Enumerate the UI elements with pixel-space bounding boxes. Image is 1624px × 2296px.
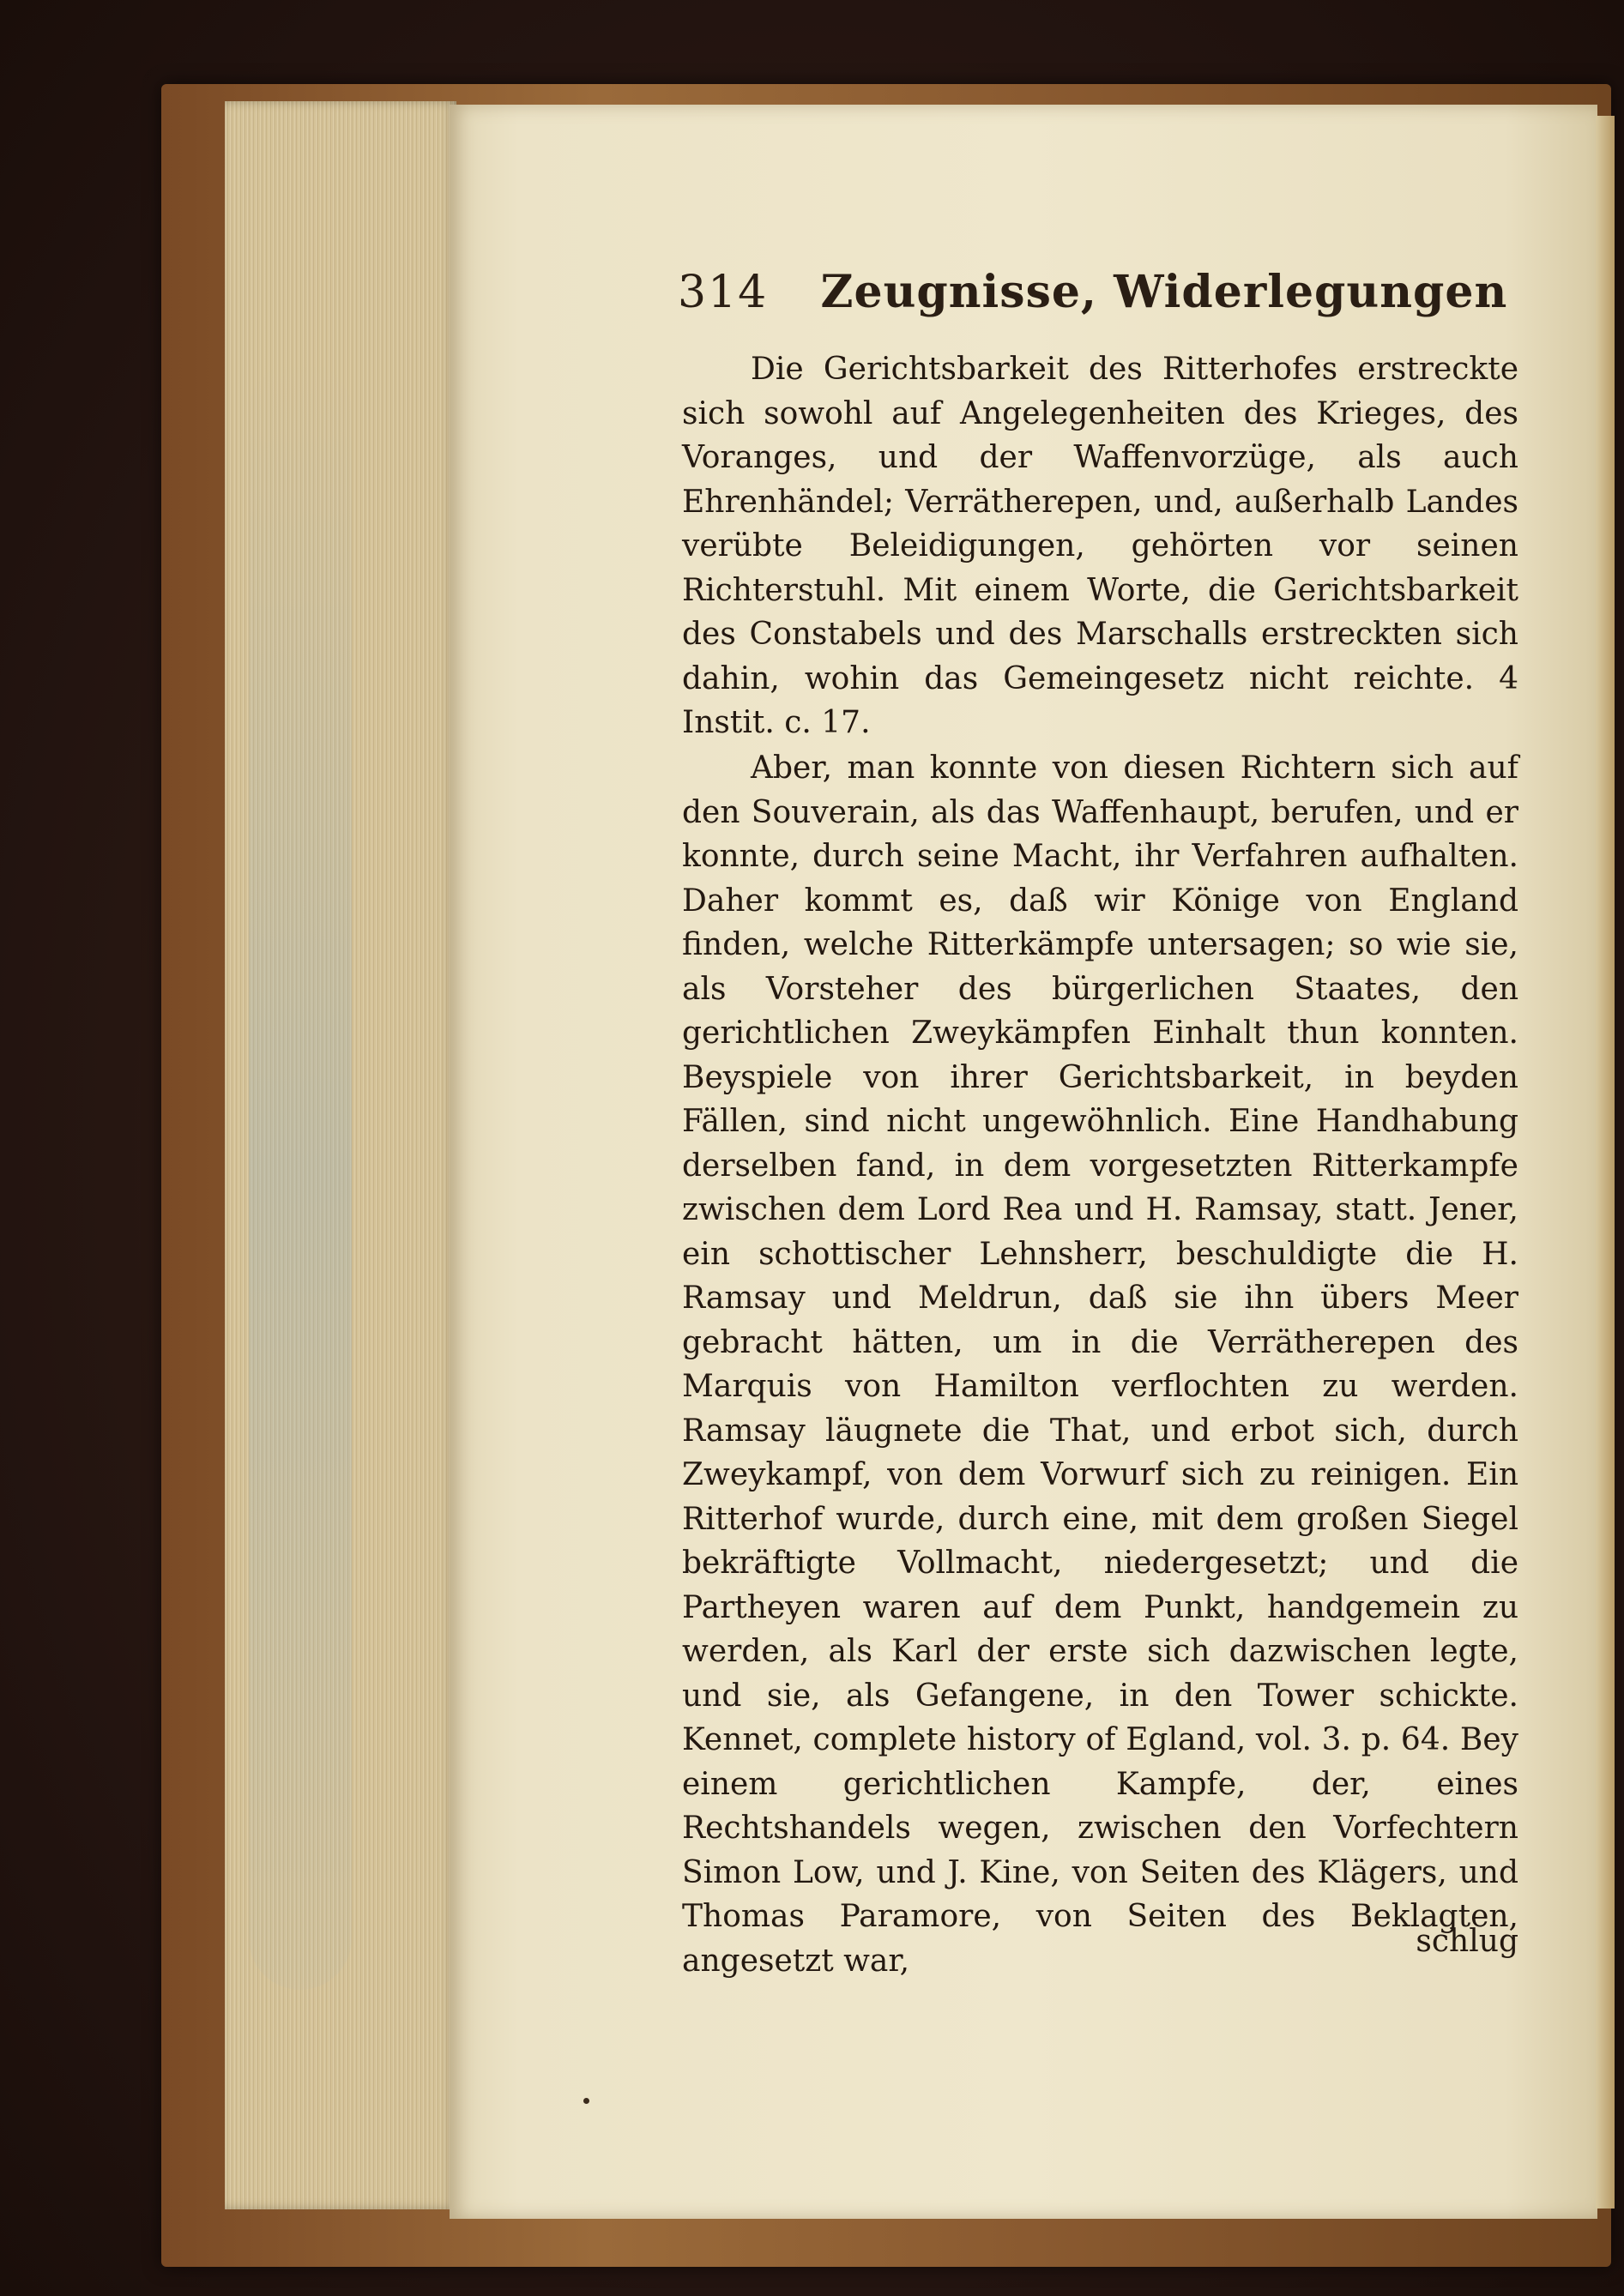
water-stain [249,360,352,1990]
page-number: 314 [678,267,769,318]
page-right-edge [1596,116,1615,2209]
ink-dot [583,2098,589,2104]
paragraph-1: Die Gerichtsbarkeit des Ritterhofes erstreckte sich sowohl auf Angelegenheiten des Krieges, des Voranges, und der Waffenvorzüge, als auch Ehrenhändel; Verrätherepen, und, außerhalb Landes verübte Beleidigungen, gehörten vor seinen Richterstuhl. Mit einem Worte, die Gerichtsbarkeit des Constabels und des Marschalls erstreckten sich dahin, wohin das Gemeingesetz nicht reichte. 4 Instit. c. 17. [682,352,1518,740]
paragraph-2: Aber, man konnte von diesen Richtern sich auf den Souverain, als das Waffenhaupt, berufen, und er konnte, durch seine Macht, ihr Verfahren aufhalten. Daher kommt es, daß wir Könige von England finden, welche Ritterkämpfe untersagen; so wie sie, als Vorsteher des bürgerlichen Staates, den gerichtlichen Zweykämpfen Einhalt thun konnten. Beyspiele von ihrer Gerichtsbarkeit, in beyden Fällen, sind nicht ungewöhnlich. Eine Handhabung derselben fand, in dem vorgesetzten Ritterkampfe zwischen dem Lord Rea und H. Ramsay, statt. Jener, ein schottischer Lehnsherr, beschuldigte die H. Ramsay und Meldrun, daß sie ihn übers Meer gebracht hätten, um in die Verrätherepen des Marquis von Hamilton verflochten zu werden. Ramsay läugnete die That, und erbot sich, durch Zweykampf, von dem Vorwurf sich zu reinigen. Ein Ritterhof wurde, durch eine, mit dem großen Siegel bekräftigte Vollmacht, niedergesetzt; und die Partheyen waren auf dem Punkt, handgemein zu werden, als Karl der erste sich dazwischen legte, und sie, als Gefangene, in den Tower schickte. Kennet, complete history of Egland, vol. 3. p. 64. Bey einem gerichtlichen Kampfe, der, eines Rechtshandels wegen, zwischen den Vorfechtern Simon Low, und J. Kine, von Seiten des Klägers, und Thomas Paramore, von Seiten des Beklagten, angesetzt war, [682,750,1518,1979]
running-head: Zeugnisse, Widerlegungen [820,266,1508,318]
catchword: schlug [1416,1924,1518,1959]
page-header [678,266,1536,334]
